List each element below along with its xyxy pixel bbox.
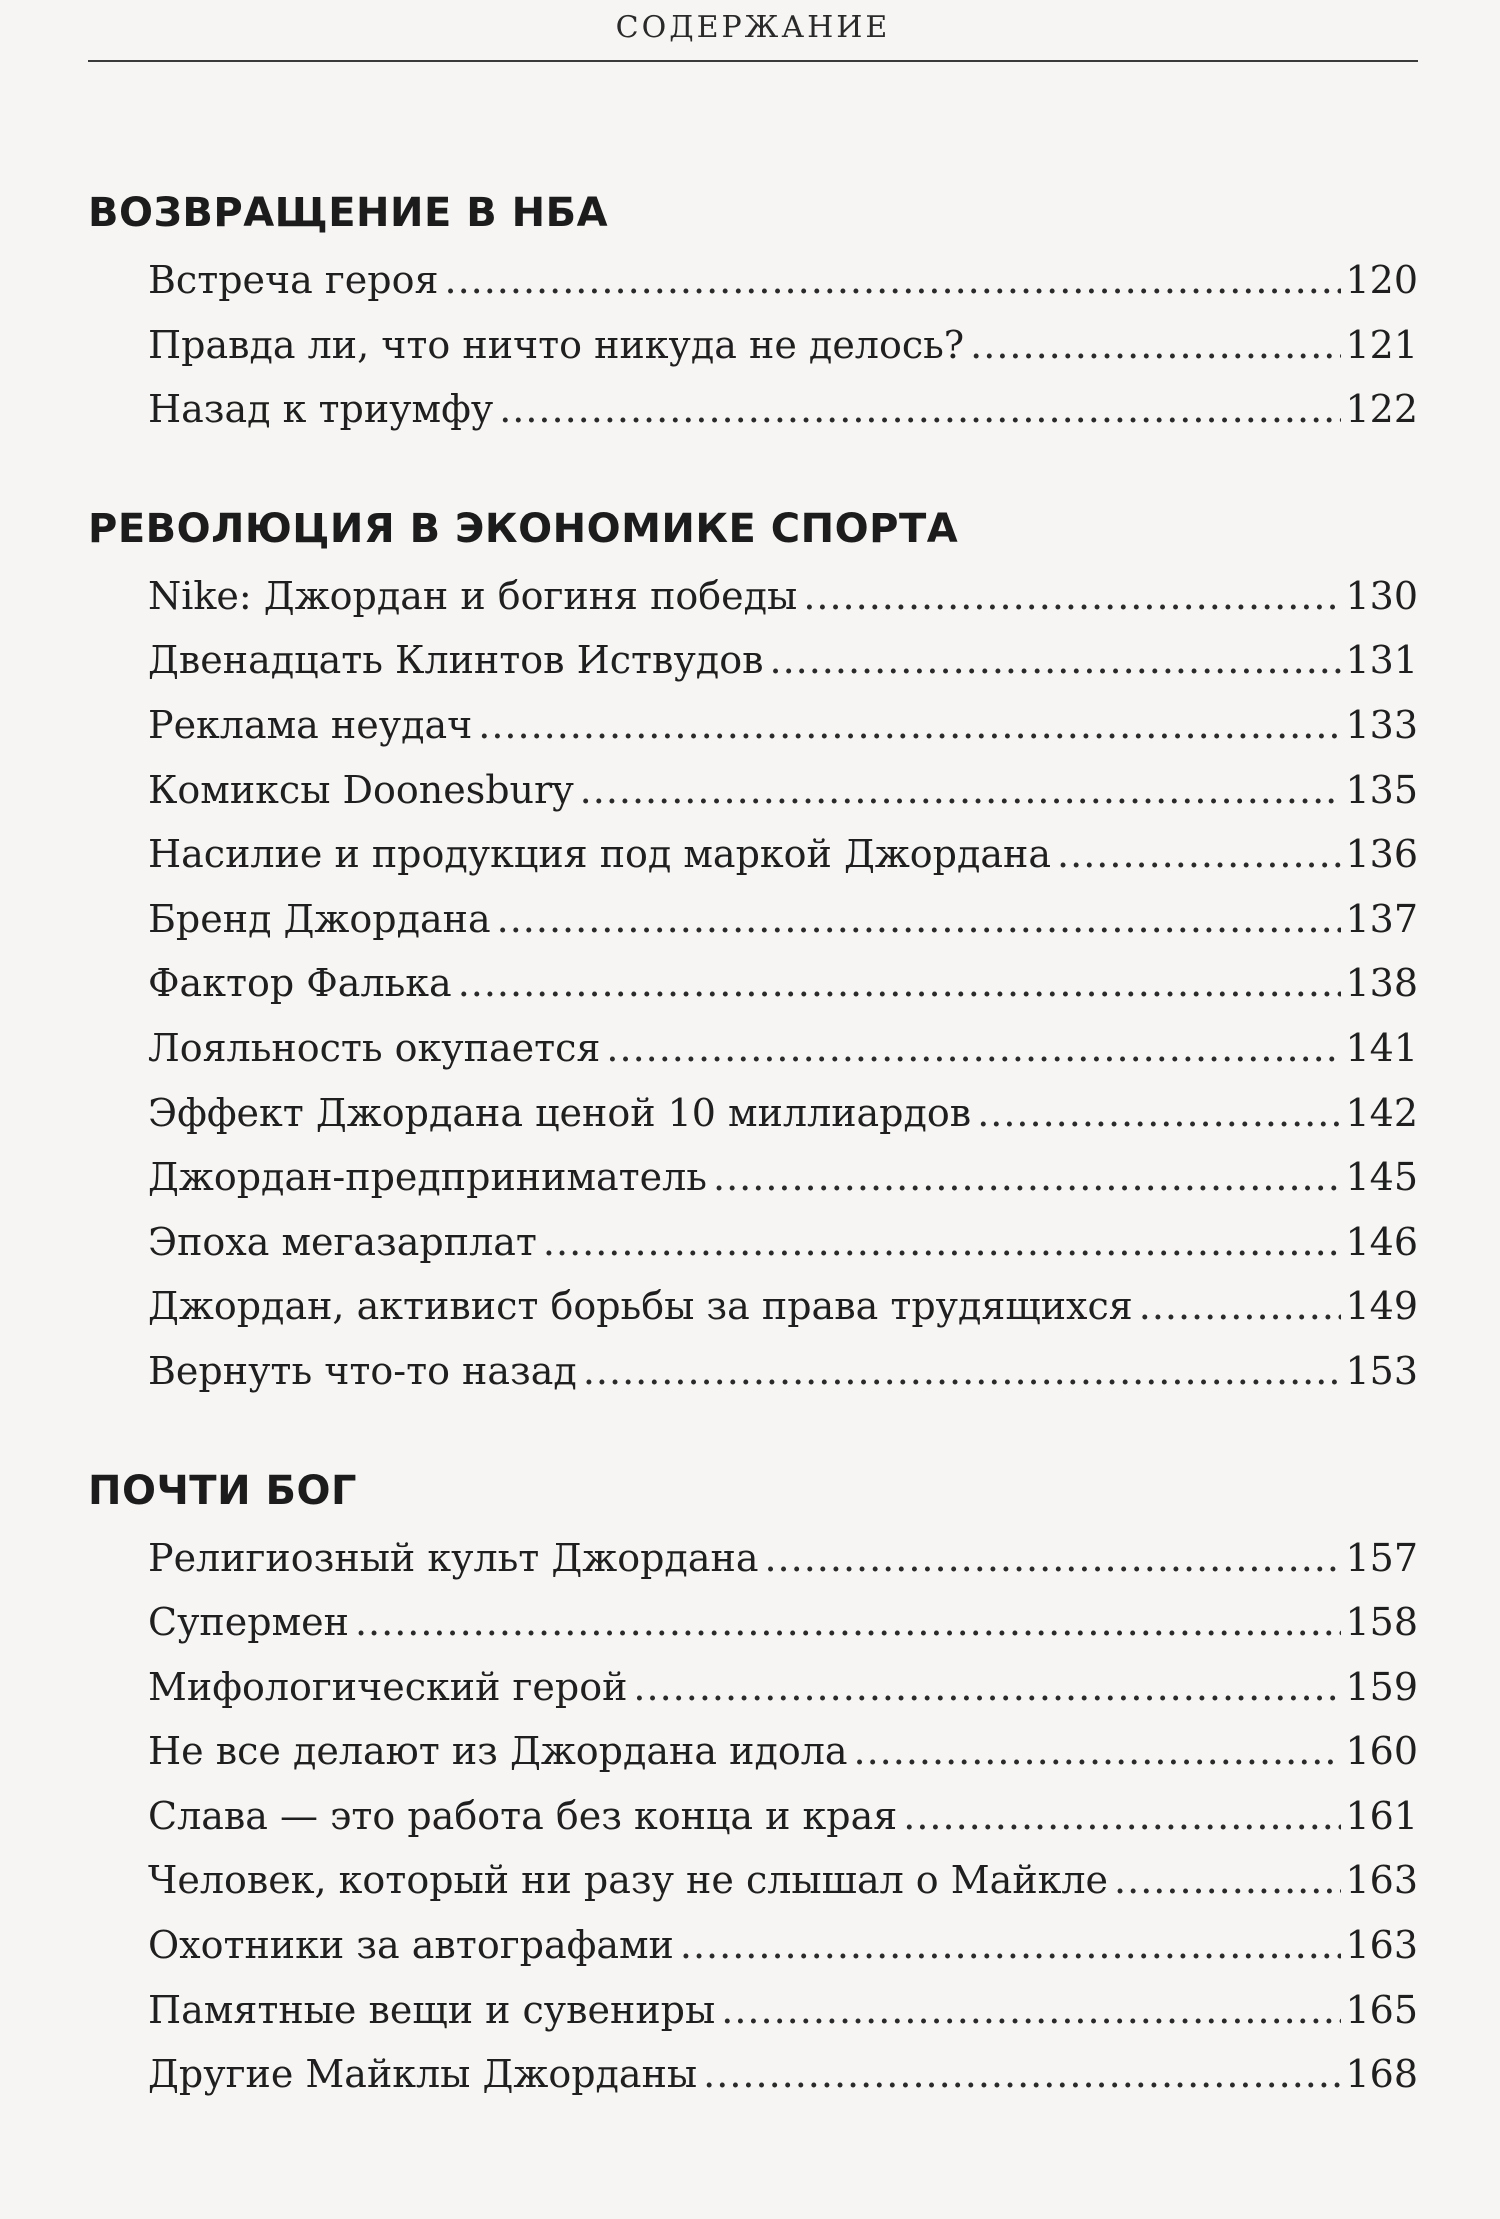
running-head: СОДЕРЖАНИЕ bbox=[615, 10, 891, 45]
entry-title: Насилие и продукция под маркой Джордана bbox=[148, 832, 1052, 877]
dot-leader bbox=[444, 248, 1341, 313]
toc-entry[interactable] bbox=[88, 1913, 1418, 1978]
toc-entry[interactable] bbox=[88, 248, 1418, 313]
toc-entry[interactable] bbox=[88, 2042, 1418, 2107]
header-rule bbox=[88, 60, 1418, 62]
toc-entry[interactable] bbox=[88, 628, 1418, 693]
entry-page-number: 138 bbox=[1345, 961, 1418, 1006]
entry-page-number: 141 bbox=[1345, 1025, 1418, 1070]
dot-leader bbox=[713, 1145, 1341, 1210]
toc-entry[interactable] bbox=[88, 1848, 1418, 1913]
toc-entry[interactable] bbox=[88, 822, 1418, 887]
toc-entry[interactable] bbox=[88, 1590, 1418, 1655]
toc-entry[interactable] bbox=[88, 1210, 1418, 1275]
toc-entry[interactable] bbox=[88, 1978, 1418, 2043]
dot-leader bbox=[1114, 1848, 1341, 1913]
dot-leader bbox=[854, 1719, 1342, 1784]
section-title: РЕВОЛЮЦИЯ В ЭКОНОМИКЕ СПОРТА bbox=[88, 505, 959, 552]
toc-entry[interactable] bbox=[88, 1719, 1418, 1784]
dot-leader bbox=[497, 887, 1342, 952]
entry-page-number: 163 bbox=[1345, 1858, 1418, 1903]
entry-page-number: 159 bbox=[1345, 1664, 1418, 1709]
entry-page-number: 168 bbox=[1345, 2052, 1418, 2097]
toc-section bbox=[88, 180, 1418, 442]
dot-leader bbox=[633, 1655, 1341, 1720]
entry-title: Слава — это работа без конца и края bbox=[148, 1793, 898, 1838]
entry-page-number: 146 bbox=[1345, 1219, 1418, 1264]
entry-title: Комиксы Doonesbury bbox=[148, 767, 574, 812]
table-of-contents bbox=[88, 180, 1418, 2161]
entry-title: Встреча героя bbox=[148, 258, 439, 302]
dot-leader bbox=[499, 377, 1341, 442]
entry-title: Бренд Джордана bbox=[148, 896, 491, 941]
entry-title: Джордан-предприниматель bbox=[148, 1155, 707, 1200]
entry-page-number: 160 bbox=[1345, 1729, 1418, 1774]
entry-page-number: 145 bbox=[1345, 1155, 1418, 1200]
section-title: ВОЗВРАЩЕНИЕ В НБА bbox=[88, 190, 609, 236]
dot-leader bbox=[977, 1081, 1341, 1146]
toc-entry[interactable] bbox=[88, 693, 1418, 758]
toc-entry[interactable] bbox=[88, 1016, 1418, 1081]
entry-title: Назад к триумфу bbox=[148, 387, 494, 432]
entry-page-number: 165 bbox=[1345, 1987, 1418, 2032]
dot-leader bbox=[680, 1913, 1342, 1978]
dot-leader bbox=[970, 313, 1341, 378]
toc-section bbox=[88, 496, 1418, 1404]
toc-entry[interactable] bbox=[88, 758, 1418, 823]
entry-title: Эпоха мегазарплат bbox=[148, 1219, 537, 1264]
dot-leader bbox=[478, 693, 1341, 758]
entry-title: Мифологический герой bbox=[148, 1664, 628, 1709]
entry-title: Nike: Джордан и богиня победы bbox=[148, 573, 798, 618]
entry-page-number: 121 bbox=[1345, 322, 1418, 367]
entry-title: Реклама неудач bbox=[148, 702, 473, 747]
dot-leader bbox=[1057, 822, 1341, 887]
entry-page-number: 142 bbox=[1345, 1090, 1418, 1135]
entry-title: Супермен bbox=[148, 1600, 349, 1645]
entry-page-number: 120 bbox=[1345, 258, 1418, 302]
entry-title: Правда ли, что ничто никуда не делось? bbox=[148, 322, 965, 367]
dot-leader bbox=[583, 1339, 1342, 1404]
toc-entry[interactable] bbox=[88, 1339, 1418, 1404]
entry-page-number: 122 bbox=[1345, 387, 1418, 432]
dot-leader bbox=[903, 1784, 1341, 1849]
toc-entry[interactable] bbox=[88, 951, 1418, 1016]
entry-page-number: 157 bbox=[1345, 1535, 1418, 1580]
dot-leader bbox=[355, 1590, 1342, 1655]
dot-leader bbox=[580, 758, 1342, 823]
entry-title: Памятные вещи и сувениры bbox=[148, 1987, 716, 2032]
entry-title: Не все делают из Джордана идола bbox=[148, 1729, 848, 1774]
dot-leader bbox=[703, 2042, 1341, 2107]
section-title: ПОЧТИ БОГ bbox=[88, 1467, 357, 1514]
entry-page-number: 153 bbox=[1345, 1348, 1418, 1393]
entry-title: Вернуть что-то назад bbox=[148, 1348, 577, 1393]
toc-entry[interactable] bbox=[88, 1081, 1418, 1146]
dot-leader bbox=[458, 951, 1342, 1016]
dot-leader bbox=[606, 1016, 1341, 1081]
entry-page-number: 130 bbox=[1345, 573, 1418, 618]
entry-page-number: 158 bbox=[1345, 1600, 1418, 1645]
entry-title: Религиозный культ Джордана bbox=[148, 1535, 759, 1580]
toc-entry[interactable] bbox=[88, 1655, 1418, 1720]
entry-page-number: 161 bbox=[1345, 1793, 1418, 1838]
toc-entry[interactable] bbox=[88, 1784, 1418, 1849]
entry-page-number: 135 bbox=[1345, 767, 1418, 812]
dot-leader bbox=[803, 564, 1341, 629]
dot-leader bbox=[721, 1978, 1341, 2043]
toc-entry[interactable] bbox=[88, 564, 1418, 629]
toc-entry[interactable] bbox=[88, 313, 1418, 378]
entry-title: Человек, который ни разу не слышал о Майкле bbox=[148, 1858, 1109, 1903]
entry-page-number: 133 bbox=[1345, 702, 1418, 747]
dot-leader bbox=[543, 1210, 1342, 1275]
entry-page-number: 131 bbox=[1345, 638, 1418, 683]
toc-entry[interactable] bbox=[88, 1526, 1418, 1591]
entry-title: Двенадцать Клинтов Иствудов bbox=[148, 638, 764, 683]
toc-entry[interactable] bbox=[88, 887, 1418, 952]
entry-page-number: 163 bbox=[1345, 1923, 1418, 1968]
entry-title: Другие Майклы Джорданы bbox=[148, 2052, 698, 2097]
entry-title: Охотники за автографами bbox=[148, 1923, 674, 1968]
dot-leader bbox=[1139, 1274, 1342, 1339]
toc-entry[interactable] bbox=[88, 1145, 1418, 1210]
toc-entry[interactable] bbox=[88, 377, 1418, 442]
dot-leader bbox=[764, 1526, 1341, 1591]
entry-title: Джордан, активист борьбы за права трудящихся bbox=[148, 1284, 1133, 1329]
entry-title: Фактор Фалька bbox=[148, 961, 452, 1006]
dot-leader bbox=[769, 628, 1341, 693]
entry-page-number: 137 bbox=[1345, 896, 1418, 941]
entry-page-number: 136 bbox=[1345, 832, 1418, 877]
toc-section bbox=[88, 1458, 1418, 2107]
entry-title: Эффект Джордана ценой 10 миллиардов bbox=[148, 1090, 972, 1135]
entry-title: Лояльность окупается bbox=[148, 1025, 601, 1070]
toc-entry[interactable] bbox=[88, 1274, 1418, 1339]
entry-page-number: 149 bbox=[1345, 1284, 1418, 1329]
